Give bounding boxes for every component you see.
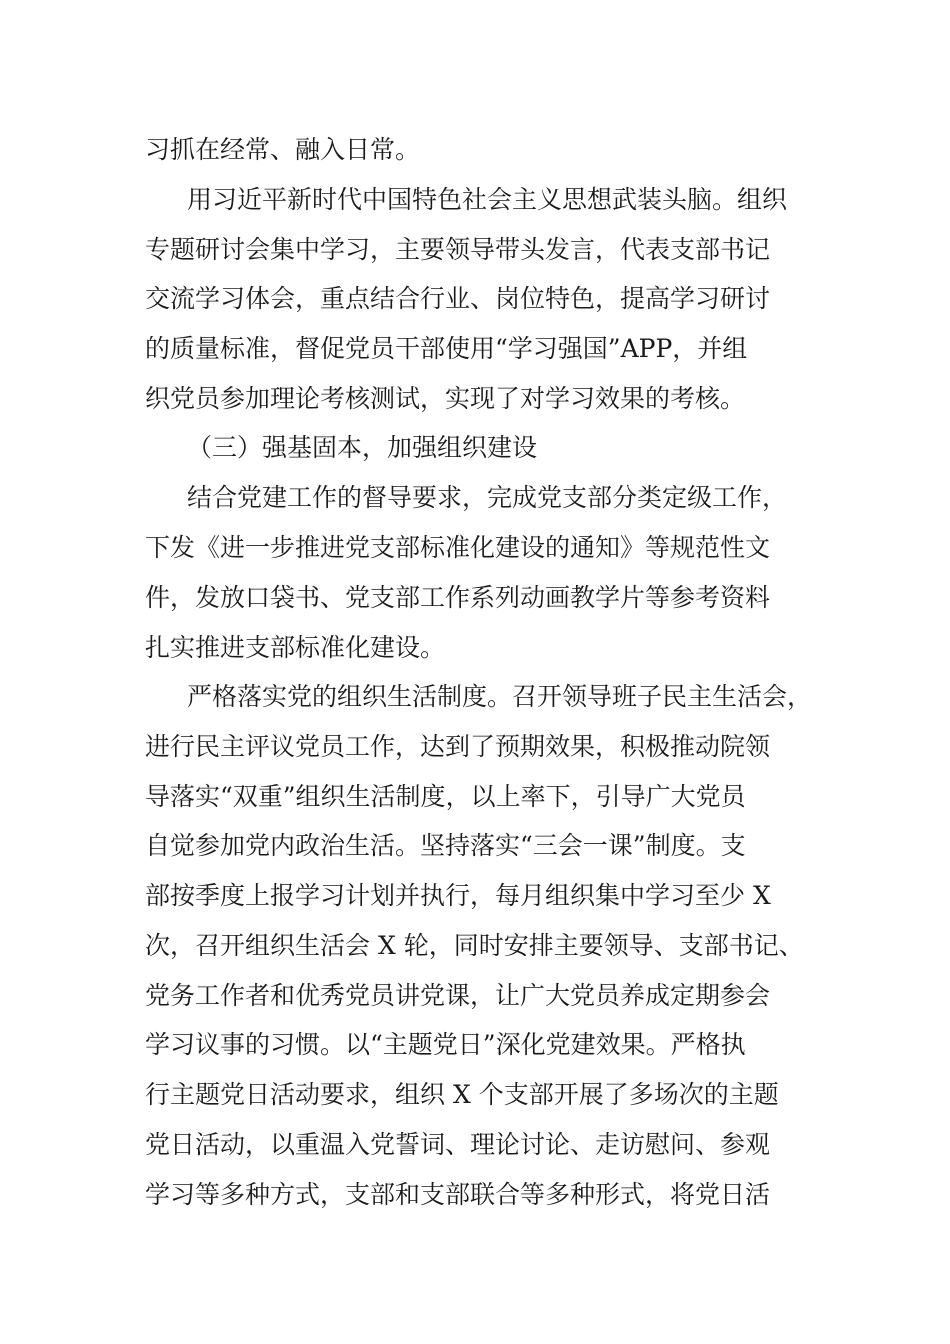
text-line: 导落实“双重”组织生活制度，以上率下，引导广大党员	[145, 782, 746, 811]
paragraph-start: 用习近平新时代中国特色社会主义思想武装头脑。组织	[187, 185, 788, 214]
text-line: 学习议事的习惯。以“主题党日”深化党建效果。严格执	[145, 1030, 746, 1059]
text-line: 织党员参加理论考核测试，实现了对学习效果的考核。	[145, 384, 746, 413]
text-line: 下发《进一步推进党支部标准化建设的通知》等规范性文	[145, 533, 771, 562]
text-line: 行主题党日活动要求，组织 X 个支部开展了多场次的主题	[145, 1080, 779, 1109]
text-line: 习抓在经常、融入日常。	[145, 135, 421, 164]
text-line: 交流学习体会，重点结合行业、岗位特色，提高学习研讨	[145, 284, 771, 313]
text-line: 党日活动，以重温入党誓词、理论讨论、走访慰问、参观	[145, 1130, 771, 1159]
text-line: 部按季度上报学习计划并执行，每月组织集中学习至少 X	[145, 881, 771, 910]
text-line: 自觉参加党内政治生活。坚持落实“三会一课”制度。支	[145, 831, 746, 860]
text-line: 件，发放口袋书、党支部工作系列动画教学片等参考资料	[145, 583, 771, 612]
paragraph-start: 严格落实党的组织生活制度。召开领导班子民主生活会，	[187, 682, 813, 711]
text-line: 专题研讨会集中学习，主要领导带头发言，代表支部书记	[145, 235, 771, 264]
text-line: 的质量标准，督促党员干部使用“学习强国”APP，并组	[145, 334, 748, 363]
text-line: 党务工作者和优秀党员讲党课，让广大党员养成定期参会	[145, 981, 771, 1010]
text-line: 进行民主评议党员工作，达到了预期效果，积极推动院领	[145, 732, 771, 761]
paragraph-start: 结合党建工作的督导要求，完成党支部分类定级工作，	[187, 483, 788, 512]
text-line: 扎实推进支部标准化建设。	[145, 633, 446, 662]
text-line: 次，召开组织生活会 X 轮，同时安排主要领导、支部书记、	[145, 931, 804, 960]
text-line: 学习等多种方式，支部和支部联合等多种形式，将党日活	[145, 1180, 771, 1209]
section-heading: （三）强基固本，加强组织建设	[187, 433, 538, 462]
